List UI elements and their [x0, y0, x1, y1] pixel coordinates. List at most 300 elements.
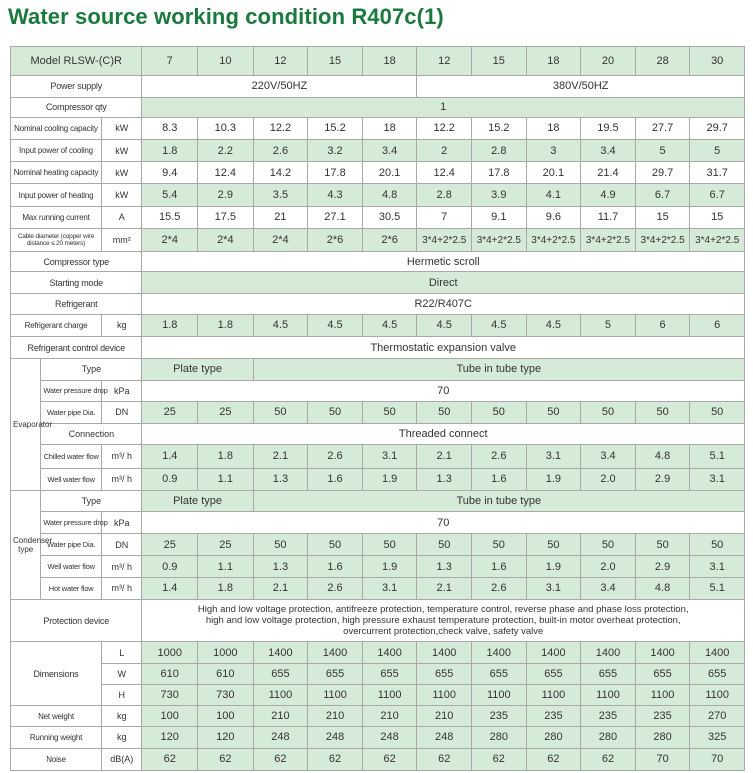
value-cell: 15.2 [308, 117, 363, 139]
value-cell: 9.4 [142, 162, 198, 184]
value-cell: 29.7 [690, 117, 745, 139]
value-cell: 3*4+2*2.5 [635, 228, 690, 251]
row-label: Well water flow [41, 468, 102, 490]
value-cell: 62 [526, 748, 581, 770]
row-label: Nominal heating capacity [11, 162, 102, 184]
value-cell: 655 [526, 663, 581, 684]
value-cell: 1.3 [417, 468, 472, 490]
value-cell: 3.9 [472, 184, 527, 206]
value-cell: 3*4+2*2.5 [472, 228, 527, 251]
value-cell: 6 [635, 314, 690, 336]
value-cell: 210 [417, 706, 472, 727]
unit: kPa [101, 512, 141, 534]
refrigerant-control-row [11, 337, 745, 359]
value-cell: 730 [198, 684, 254, 705]
value-cell: 1400 [581, 642, 636, 663]
row-label: Compressor type [11, 252, 142, 272]
unit: A [101, 206, 141, 228]
value-cell: 1.8 [142, 314, 198, 336]
value-cell: 1100 [635, 684, 690, 705]
value-cell: 1400 [253, 642, 308, 663]
unit: kW [101, 117, 141, 139]
value-cell: 235 [526, 706, 581, 727]
value-cell: 62 [142, 748, 198, 770]
value-cell: 1.6 [308, 556, 363, 577]
value-cell: 1100 [526, 684, 581, 705]
dimension-w-row [11, 663, 745, 684]
unit: kW [101, 140, 141, 162]
power-supply-row [11, 76, 745, 97]
span-value: R22/R407C [142, 293, 745, 314]
value-cell: 2.1 [417, 445, 472, 468]
section-label: Condenser type [11, 490, 41, 599]
model-col: 18 [526, 47, 581, 76]
row-label: Water pipe Dia. [41, 401, 102, 423]
value-cell: 2.8 [472, 140, 527, 162]
model-col: 15 [472, 47, 527, 76]
value-cell: 62 [581, 748, 636, 770]
value-cell: 3.1 [362, 577, 417, 599]
value-cell: 50 [581, 534, 636, 556]
value-cell: 50 [690, 401, 745, 423]
model-col: 18 [362, 47, 417, 76]
value-cell: 1400 [417, 642, 472, 663]
value-cell: 3*4+2*2.5 [581, 228, 636, 251]
value-cell: 50 [308, 534, 363, 556]
section-label: Evaporator [11, 359, 41, 490]
condenser-well-flow-row [11, 556, 745, 577]
value-cell: 100 [198, 706, 254, 727]
row-label: Type [41, 359, 142, 380]
value-cell: 210 [308, 706, 363, 727]
value-cell: 100 [142, 706, 198, 727]
value-cell: 2.6 [472, 577, 527, 599]
value-cell: 1400 [472, 642, 527, 663]
row-label: Water pipe Dia. [41, 534, 102, 556]
value-cell: 2.1 [253, 445, 308, 468]
value-cell: 120 [142, 727, 198, 748]
value-cell: 1.3 [417, 556, 472, 577]
value-cell: 4.3 [308, 184, 363, 206]
value-cell: 50 [581, 401, 636, 423]
span-value: Thermostatic expansion valve [142, 337, 745, 359]
value-cell: 5.4 [142, 184, 198, 206]
span-value: 70 [142, 512, 745, 534]
value-cell: 25 [142, 401, 198, 423]
protection-line: High and low voltage protection, antifreeze protection, temperature control, reverse phase and phase loss protection, [197, 604, 689, 616]
value-cell: 655 [308, 663, 363, 684]
span-value: 70 [142, 380, 745, 401]
protection-line: high and low voltage protection, high pressure exhaust temperature protection, built-in motor overheat protection, [205, 615, 681, 627]
value-cell: 5 [690, 140, 745, 162]
model-col: 12 [417, 47, 472, 76]
evaporator-chilled-flow-row [11, 445, 745, 468]
value-cell: 17.5 [198, 206, 254, 228]
evaporator-well-flow-row [11, 468, 745, 490]
value-cell: 62 [362, 748, 417, 770]
value-cell: 4.5 [253, 314, 308, 336]
cooling-capacity-row [11, 117, 745, 139]
value-cell: 12.2 [417, 117, 472, 139]
value-cell: 1.6 [472, 468, 527, 490]
value-cell: 1.4 [142, 577, 198, 599]
value-cell: 5 [581, 314, 636, 336]
unit: kW [101, 184, 141, 206]
value-cell: 0.9 [142, 468, 198, 490]
value-cell: 1.9 [362, 556, 417, 577]
protection-text [142, 599, 745, 641]
value-cell: 30.5 [362, 206, 417, 228]
value-cell: 50 [417, 401, 472, 423]
value-cell: 27.1 [308, 206, 363, 228]
value-cell: 50 [472, 534, 527, 556]
unit: kPa [101, 380, 141, 401]
value-cell: 4.5 [417, 314, 472, 336]
value-cell: 50 [362, 534, 417, 556]
value-cell: 2.8 [417, 184, 472, 206]
value-cell: 120 [198, 727, 254, 748]
value-cell: 2.9 [635, 468, 690, 490]
value-cell: 325 [690, 727, 745, 748]
value-cell: 1.6 [472, 556, 527, 577]
value-cell: 2.0 [581, 556, 636, 577]
value-cell: 2*6 [362, 228, 417, 251]
value-cell: 2.2 [198, 140, 254, 162]
span-value: 380V/50HZ [417, 76, 745, 97]
value-cell: 5 [635, 140, 690, 162]
value-cell: 1100 [690, 684, 745, 705]
value-cell: 1.9 [526, 556, 581, 577]
value-cell: 17.8 [308, 162, 363, 184]
value-cell: 655 [581, 663, 636, 684]
protection-row [11, 599, 745, 641]
value-cell: 1100 [253, 684, 308, 705]
unit: kg [101, 314, 141, 336]
value-cell: 25 [198, 534, 254, 556]
evaporator-type-row [11, 359, 745, 380]
value-cell: 11.7 [581, 206, 636, 228]
value-cell: 14.2 [253, 162, 308, 184]
value-cell: 21 [253, 206, 308, 228]
value-cell: 12.4 [417, 162, 472, 184]
max-current-row [11, 206, 745, 228]
value-cell: 1.3 [253, 468, 308, 490]
value-cell: 62 [308, 748, 363, 770]
value-cell: 19.5 [581, 117, 636, 139]
value-cell: 4.5 [472, 314, 527, 336]
row-label: Net weight [11, 706, 102, 727]
value-cell: 10.3 [198, 117, 254, 139]
value-cell: 4.8 [635, 445, 690, 468]
value-cell: 12.4 [198, 162, 254, 184]
row-label: Type [41, 490, 142, 511]
value-cell: 610 [142, 663, 198, 684]
value-cell: 5.1 [690, 445, 745, 468]
value-cell: 1000 [142, 642, 198, 663]
starting-mode-row [11, 272, 745, 293]
value-cell: 31.7 [690, 162, 745, 184]
value-cell: 50 [526, 401, 581, 423]
unit: mm² [101, 228, 141, 251]
dimension-h-row [11, 684, 745, 705]
value-cell: 730 [142, 684, 198, 705]
value-cell: 1.3 [253, 556, 308, 577]
row-label: Power supply [11, 76, 142, 97]
row-label: Hot water flow [41, 577, 102, 599]
span-value: Direct [142, 272, 745, 293]
page-title: Water source working condition R407c(1) [8, 4, 444, 29]
compressor-qty-row [11, 97, 745, 117]
unit: DN [101, 534, 141, 556]
value-cell: 3*4+2*2.5 [526, 228, 581, 251]
noise-row [11, 748, 745, 770]
model-col: 30 [690, 47, 745, 76]
row-label: Running weight [11, 727, 102, 748]
value-cell: 6.7 [635, 184, 690, 206]
running-weight-row [11, 727, 745, 748]
value-cell: 1100 [308, 684, 363, 705]
value-cell: 21.4 [581, 162, 636, 184]
value-cell: 2.0 [581, 468, 636, 490]
value-cell: 3.2 [308, 140, 363, 162]
value-cell: 9.1 [472, 206, 527, 228]
unit: L [101, 642, 141, 663]
unit: H [101, 684, 141, 705]
value-cell: 1.4 [142, 445, 198, 468]
model-col: 10 [198, 47, 254, 76]
value-cell: 1100 [362, 684, 417, 705]
value-cell: 50 [472, 401, 527, 423]
value-cell: 1.8 [198, 577, 254, 599]
value-cell: 17.8 [472, 162, 527, 184]
value-cell: 248 [417, 727, 472, 748]
section-label: Dimensions [11, 642, 102, 706]
input-heating-row [11, 184, 745, 206]
value-cell: 5.1 [690, 577, 745, 599]
value-cell: 50 [635, 401, 690, 423]
value-cell: 2.6 [308, 577, 363, 599]
value-cell: 15.2 [472, 117, 527, 139]
unit: m³/ h [101, 445, 141, 468]
value-cell: 655 [690, 663, 745, 684]
header-row [11, 47, 745, 76]
evaporator-pipe-row [11, 401, 745, 423]
value-cell: 1.8 [142, 140, 198, 162]
model-col: 28 [635, 47, 690, 76]
value-cell: 1100 [417, 684, 472, 705]
row-label: Input power of cooling [11, 140, 102, 162]
value-cell: 3.1 [362, 445, 417, 468]
value-cell: 3.1 [526, 577, 581, 599]
value-cell: 248 [308, 727, 363, 748]
value-cell: 25 [198, 401, 254, 423]
value-cell: 280 [635, 727, 690, 748]
row-label: Protection device [11, 599, 142, 641]
value-cell: 3*4+2*2.5 [690, 228, 745, 251]
value-cell: 3.1 [690, 468, 745, 490]
value-cell: 1100 [472, 684, 527, 705]
value-cell: 70 [690, 748, 745, 770]
value-cell: 50 [308, 401, 363, 423]
span-value: Hermetic scroll [142, 252, 745, 272]
value-cell: 1400 [308, 642, 363, 663]
value-cell: 29.7 [635, 162, 690, 184]
value-cell: 2.9 [635, 556, 690, 577]
value-cell: 50 [253, 534, 308, 556]
unit: m³/ h [101, 468, 141, 490]
row-label: Noise [11, 748, 102, 770]
evaporator-pressure-row [11, 380, 745, 401]
value-cell: 235 [581, 706, 636, 727]
value-cell: 3.4 [581, 140, 636, 162]
value-cell: 2.1 [253, 577, 308, 599]
value-cell: 50 [690, 534, 745, 556]
value-cell: 4.9 [581, 184, 636, 206]
value-cell: 2*4 [198, 228, 254, 251]
value-cell: 280 [472, 727, 527, 748]
condenser-pressure-row [11, 512, 745, 534]
value-cell: 8.3 [142, 117, 198, 139]
span-value: Threaded connect [142, 424, 745, 445]
compressor-type-row [11, 252, 745, 272]
value-cell: 70 [635, 748, 690, 770]
value-cell: 1400 [526, 642, 581, 663]
row-label: Max running current [11, 206, 102, 228]
value-cell: 1.9 [526, 468, 581, 490]
value-cell: 3.4 [581, 577, 636, 599]
value-cell: 1.8 [198, 445, 254, 468]
model-col: 15 [308, 47, 363, 76]
condenser-pipe-row [11, 534, 745, 556]
value-cell: 50 [362, 401, 417, 423]
protection-line: overcurrent protection,check valve, safety valve [343, 626, 544, 638]
value-cell: 655 [362, 663, 417, 684]
refrigerant-charge-row [11, 314, 745, 336]
row-label: Refrigerant control device [11, 337, 142, 359]
value-cell: 15.5 [142, 206, 198, 228]
value-cell: 3*4+2*2.5 [417, 228, 472, 251]
value-cell: 12.2 [253, 117, 308, 139]
value-cell: 4.5 [308, 314, 363, 336]
value-cell: 610 [198, 663, 254, 684]
value-cell: 655 [635, 663, 690, 684]
span-value: 1 [142, 97, 745, 117]
value-cell: 280 [526, 727, 581, 748]
value-cell: 655 [253, 663, 308, 684]
value-cell: 1.8 [198, 314, 254, 336]
value-cell: 3.4 [362, 140, 417, 162]
value-cell: 2 [417, 140, 472, 162]
value-cell: 18 [362, 117, 417, 139]
value-cell: 1400 [635, 642, 690, 663]
value-cell: 1.1 [198, 468, 254, 490]
value-cell: 4.8 [635, 577, 690, 599]
heating-capacity-row [11, 162, 745, 184]
unit: m³/ h [101, 577, 141, 599]
value-cell: 4.1 [526, 184, 581, 206]
value-cell: 3.4 [581, 445, 636, 468]
value-cell: 3.5 [253, 184, 308, 206]
value-cell: 655 [417, 663, 472, 684]
condenser-hot-flow-row [11, 577, 745, 599]
unit: kg [101, 706, 141, 727]
value-cell: 280 [581, 727, 636, 748]
value-cell: 1.1 [198, 556, 254, 577]
value-cell: 15 [635, 206, 690, 228]
value-cell: 2.9 [198, 184, 254, 206]
span-value: Tube in tube type [253, 359, 744, 380]
row-label: Water pressure drop [41, 380, 102, 401]
span-value: 220V/50HZ [142, 76, 417, 97]
evaporator-connection-row [11, 424, 745, 445]
value-cell: 1100 [581, 684, 636, 705]
row-label: Refrigerant charge [11, 314, 102, 336]
value-cell: 3.1 [526, 445, 581, 468]
value-cell: 210 [362, 706, 417, 727]
value-cell: 4.5 [526, 314, 581, 336]
value-cell: 235 [472, 706, 527, 727]
value-cell: 2.6 [253, 140, 308, 162]
model-label: Model RLSW-(C)R [11, 47, 142, 76]
model-col: 20 [581, 47, 636, 76]
value-cell: 270 [690, 706, 745, 727]
cable-row [11, 228, 745, 251]
value-cell: 6 [690, 314, 745, 336]
value-cell: 50 [417, 534, 472, 556]
unit: dB(A) [101, 748, 141, 770]
value-cell: 20.1 [362, 162, 417, 184]
value-cell: 6.7 [690, 184, 745, 206]
row-label: Connection [41, 424, 142, 445]
value-cell: 4.5 [362, 314, 417, 336]
value-cell: 62 [417, 748, 472, 770]
model-col: 12 [253, 47, 308, 76]
row-label: Nominal cooling capacity [11, 117, 102, 139]
span-value: Tube in tube type [253, 490, 744, 511]
value-cell: 0.9 [142, 556, 198, 577]
row-label: Refrigerant [11, 293, 142, 314]
value-cell: 2.6 [308, 445, 363, 468]
value-cell: 20.1 [526, 162, 581, 184]
row-label: Well water flow [41, 556, 102, 577]
input-cooling-row [11, 140, 745, 162]
value-cell: 1.6 [308, 468, 363, 490]
value-cell: 235 [635, 706, 690, 727]
value-cell: 27.7 [635, 117, 690, 139]
value-cell: 7 [417, 206, 472, 228]
unit: DN [101, 401, 141, 423]
spec-table [10, 46, 745, 771]
value-cell: 4.8 [362, 184, 417, 206]
row-label: Water pressure drop [41, 512, 102, 534]
span-value: Plate type [142, 490, 253, 511]
value-cell: 2.6 [472, 445, 527, 468]
row-label: Input power of heating [11, 184, 102, 206]
value-cell: 18 [526, 117, 581, 139]
row-label: Cable diameter (copper wire distance ≤ 20 meters) [11, 228, 102, 251]
unit: kW [101, 162, 141, 184]
value-cell: 62 [198, 748, 254, 770]
row-label: Starting mode [11, 272, 142, 293]
value-cell: 50 [253, 401, 308, 423]
value-cell: 62 [253, 748, 308, 770]
value-cell: 9.6 [526, 206, 581, 228]
net-weight-row [11, 706, 745, 727]
span-value: Plate type [142, 359, 253, 380]
value-cell: 62 [472, 748, 527, 770]
value-cell: 210 [253, 706, 308, 727]
value-cell: 3 [526, 140, 581, 162]
